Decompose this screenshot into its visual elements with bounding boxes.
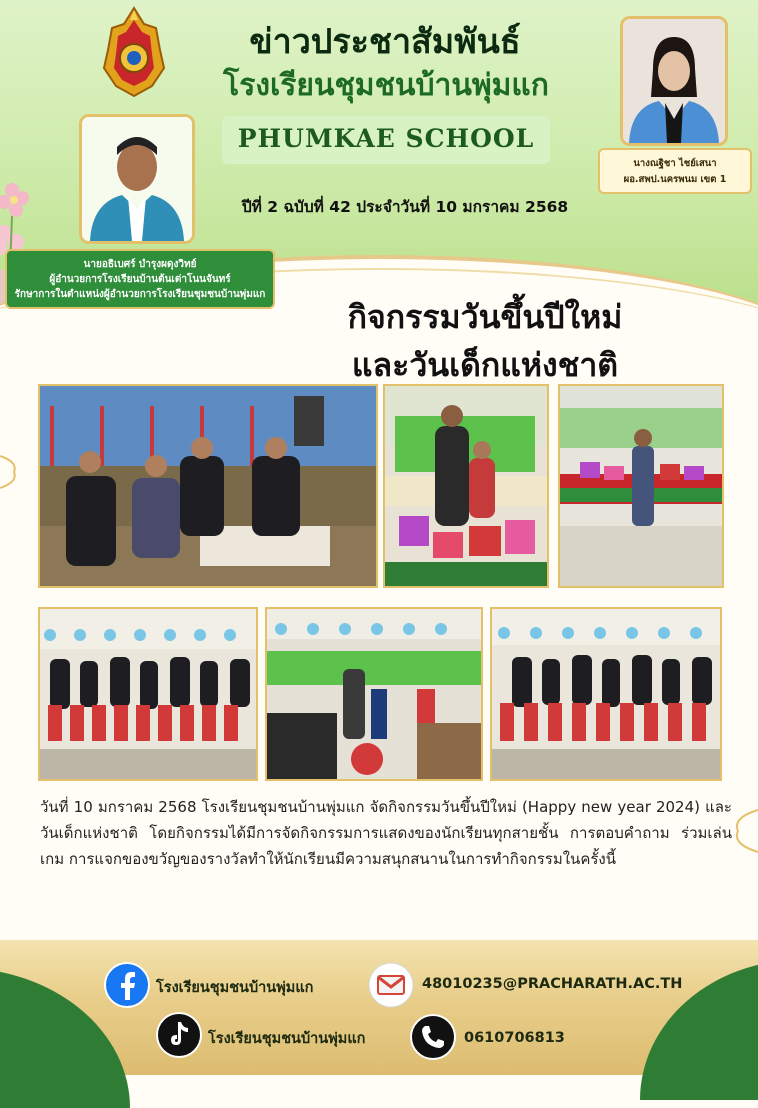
newsletter-title: ข่าวประชาสัมพันธ์ — [249, 22, 521, 62]
tiktok-icon[interactable] — [156, 1012, 202, 1058]
event-photo-performance — [265, 607, 483, 781]
tiktok-link[interactable]: โรงเรียนชุมชนบ้านพุ่มแก — [208, 1031, 366, 1047]
ornament-left — [0, 452, 20, 492]
event-photo-gifts — [383, 384, 549, 588]
deputy-card — [598, 148, 752, 194]
event-photo-group-2 — [490, 607, 722, 781]
article-title-line2: และวันเด็กแห่งชาติ — [351, 346, 619, 384]
school-name-english: PHUMKAE SCHOOL — [237, 124, 535, 153]
event-photo-guests — [38, 384, 378, 588]
crest-emblem — [100, 6, 168, 98]
gmail-icon[interactable] — [368, 962, 414, 1008]
deputy-name: นางณฐิชา ไชย์เสนา — [633, 158, 717, 169]
email-link[interactable]: 48010235@PRACHARATH.AC.TH — [422, 976, 683, 992]
event-photo-group-1 — [38, 607, 258, 781]
school-title-thai: โรงเรียนชุมชนบ้านพุ่มแก — [223, 68, 549, 103]
facebook-icon[interactable] — [104, 962, 150, 1008]
facebook-link[interactable]: โรงเรียนชุมชนบ้านพุ่มแก — [156, 980, 314, 996]
article-title-line1: กิจกรรมวันขึ้นปีใหม่ — [347, 298, 623, 336]
deputy-photo — [620, 16, 728, 146]
director-photo — [79, 114, 195, 244]
director-name: นายอธิเบศร์ บำรุงผดุงวิทย์ — [83, 259, 197, 270]
director-position: ผู้อำนวยการโรงเรียนบ้านต้นเต่าโนนจันทร์ — [49, 274, 231, 285]
phone-icon[interactable] — [410, 1014, 456, 1060]
event-photo-stage — [558, 384, 724, 588]
director-acting: รักษาการในตำแหน่งผู้อำนวยการโรงเรียนชุมชนบ้านพุ่มแก — [14, 289, 266, 300]
deputy-position: ผอ.สพป.นครพนม เขต 1 — [623, 174, 727, 185]
director-card — [5, 249, 275, 309]
ornament-right — [728, 806, 758, 856]
issue-line: ปีที่ 2 ฉบับที่ 42 ประจำวันที่ 10 มกราคม 2568 — [241, 198, 569, 216]
phone-number[interactable]: 0610706813 — [464, 1030, 565, 1046]
article-body: วันที่ 10 มกราคม 2568 โรงเรียนชุมชนบ้านพุ่มแก จัดกิจกรรมวันขึ้นปีใหม่ (Happy new year 2024) และวันเด็กแห่งชาติ โดยกิจกรรมได้มีการจัดกิจกรรมการแสดงของนักเรียนทุกสายชั้น การตอบคำถาม ร่วมเล่นเกม การแจกของขวัญของรางวัลทำให้นักเรียนมีความสนุกสนานในการทำกิจกรรมในครั้งนี้ — [40, 798, 732, 868]
